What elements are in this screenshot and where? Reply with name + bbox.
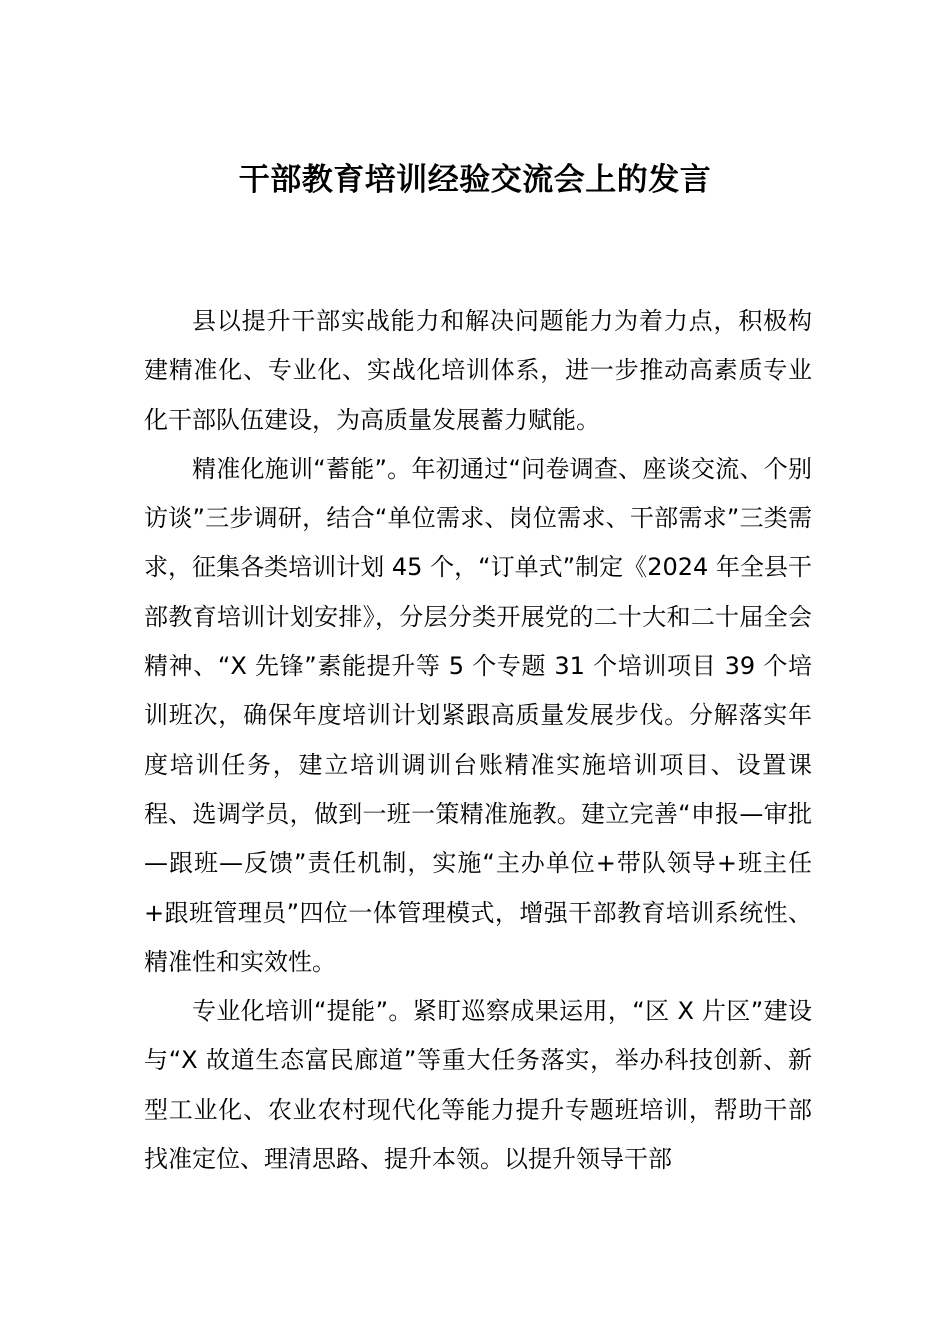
document-title: 干部教育培训经验交流会上的发言 xyxy=(238,162,712,198)
paragraph-precision-training: 精准化施训“蓄能”。年初通过“问卷调查、座谈交流、个别访谈”三步调研，结合“单位需求、岗位需求、干部需求”三类需求，征集各类培训计划 45 个，“订单式”制定《2024 年全县干部教育培训计划安排》，分层分类开展党的二十大和二十届全会精神、“X 先锋”素能提升等 5 个专题 31 个培训项目 39 个培训班次，确保年度培训计划紧跟高质量发展步伐。分解落实年度培训任务，建立培训调训台账精准实施培训项目、设置课程、选调学员，做到一班一策精准施教。建立完善“申报—审批—跟班—反馈”责任机制，实施“主办单位+带队领导+班主任+跟班管理员”四位一体管理模式，增强干部教育培训系统性、精准性和实效性。 xyxy=(144,454,812,976)
paragraph-intro: 县以提升干部实战能力和解决问题能力为着力点，积极构建精准化、专业化、实战化培训体系，进一步推动高素质专业化干部队伍建设，为高质量发展蓄力赋能。 xyxy=(144,307,812,434)
paragraph-professional-training: 专业化培训“提能”。紧盯巡察成果运用，“区 X 片区”建设与“X 故道生态富民廊道”等重大任务落实，举办科技创新、新型工业化、农业农村现代化等能力提升专题班培训，帮助干部找准定位、理清思路、提升本领。以提升领导干部 xyxy=(144,997,812,1174)
document-body xyxy=(144,297,812,1184)
